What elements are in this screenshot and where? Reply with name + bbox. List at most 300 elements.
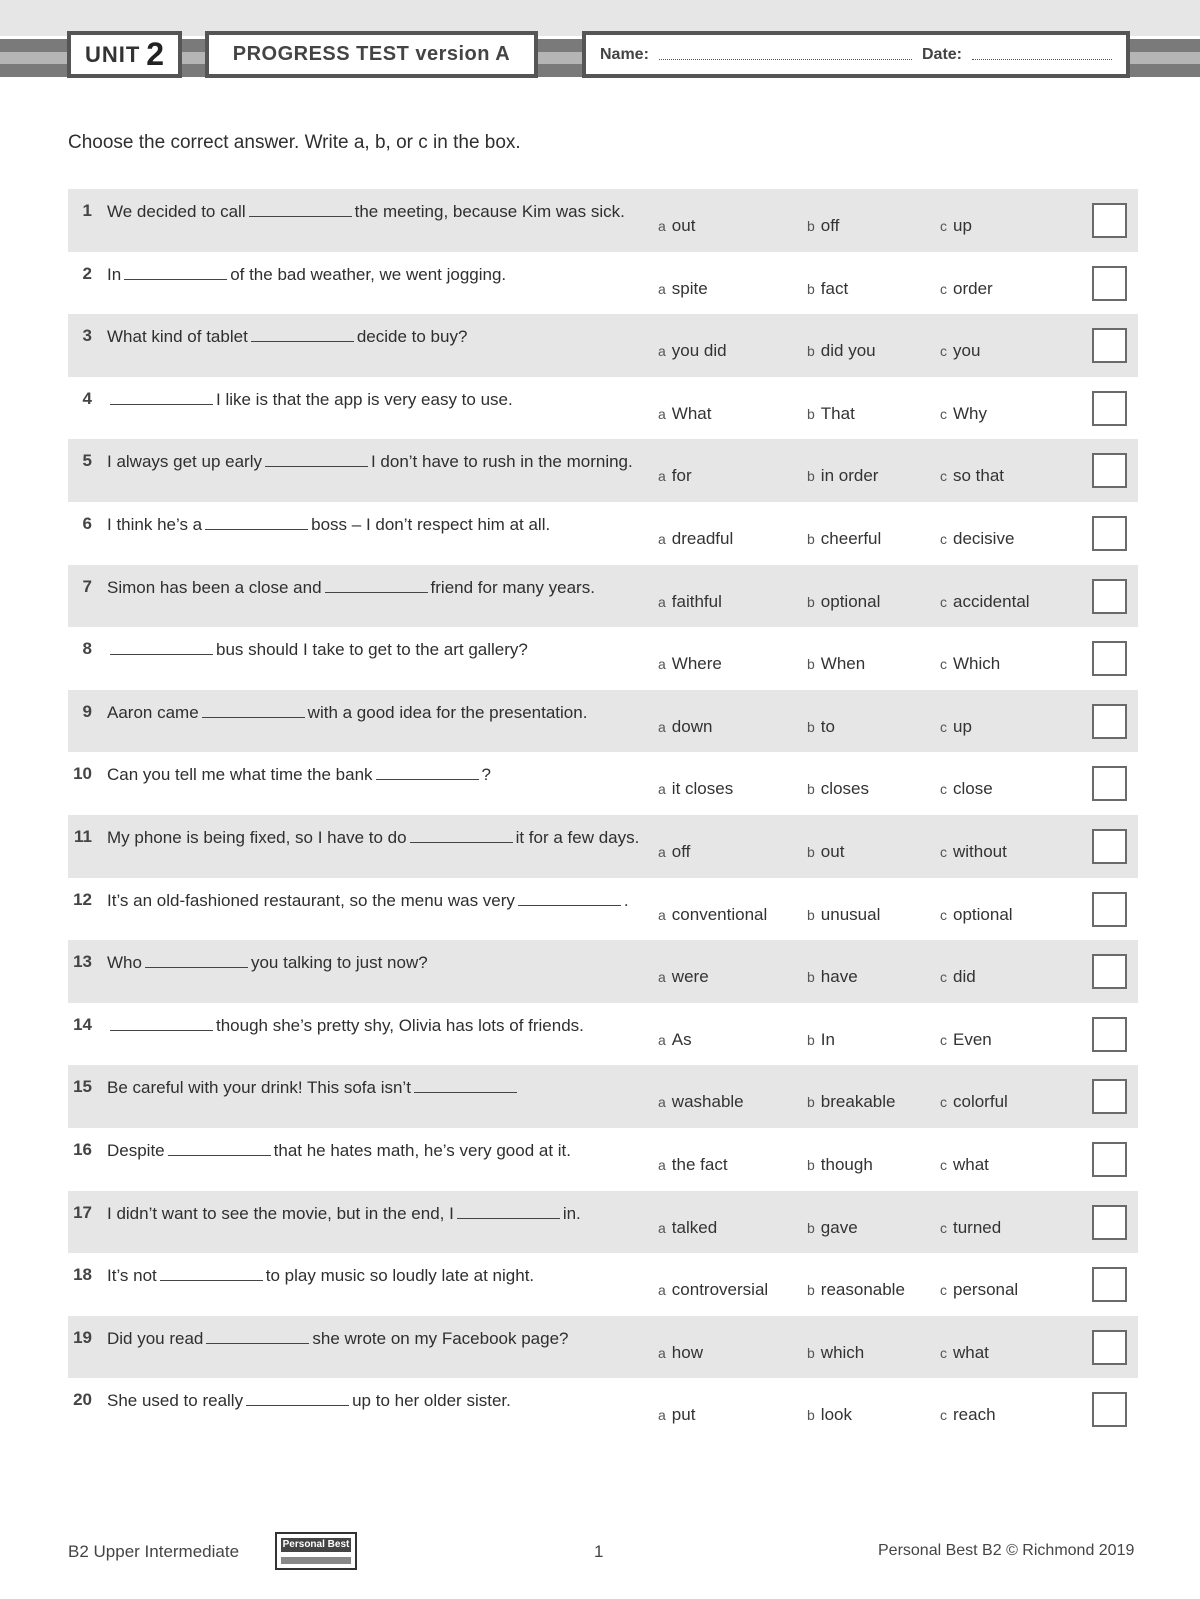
question-number: 18 — [73, 1265, 92, 1285]
answer-box[interactable] — [1092, 203, 1127, 238]
option-a-text: were — [671, 967, 709, 987]
question-text-after: friend for many years. — [430, 577, 595, 597]
option-letter: b — [807, 593, 815, 610]
question-text — [107, 513, 647, 537]
option-c — [940, 654, 1000, 674]
option-c — [940, 1092, 1008, 1112]
option-c-text: did — [953, 967, 976, 987]
option-c — [940, 1030, 992, 1050]
option-a — [658, 842, 690, 862]
option-a-text: controversial — [671, 1280, 769, 1300]
option-b — [807, 1405, 852, 1425]
question-text — [107, 388, 647, 412]
option-a-text: Where — [671, 654, 722, 674]
question-number: 15 — [73, 1077, 92, 1097]
answer-box[interactable] — [1092, 766, 1127, 801]
option-c — [940, 341, 980, 361]
option-c — [940, 1155, 989, 1175]
option-letter: a — [658, 218, 666, 234]
answer-box[interactable] — [1092, 1267, 1127, 1302]
question-text-before: It’s not — [107, 1266, 157, 1286]
option-c-text: order — [953, 278, 993, 298]
option-a-text: put — [671, 1405, 696, 1425]
option-letter: c — [940, 1344, 947, 1361]
question-text — [107, 1327, 647, 1351]
option-b-text: When — [820, 654, 866, 674]
option-letter: c — [940, 593, 947, 610]
question-number: 3 — [82, 326, 92, 346]
option-b-text: reasonable — [820, 1280, 905, 1300]
option-a-text: talked — [671, 1217, 718, 1237]
option-letter: c — [940, 218, 947, 234]
option-c — [940, 717, 972, 737]
option-letter: a — [658, 405, 666, 422]
question-text-after: boss – I don’t respect him at all. — [311, 514, 551, 534]
option-letter: b — [807, 1407, 815, 1424]
option-c — [940, 1280, 1018, 1300]
question-row — [68, 377, 1138, 440]
option-letter: b — [807, 280, 815, 297]
answer-blank — [414, 1077, 517, 1093]
option-c-text: reach — [953, 1405, 996, 1425]
option-a-text: conventional — [671, 904, 768, 924]
answer-box[interactable] — [1092, 1205, 1127, 1240]
option-letter: c — [940, 468, 947, 485]
option-c-text: what — [953, 1154, 989, 1174]
question-text — [107, 450, 647, 474]
question-row — [68, 252, 1138, 315]
question-text — [107, 200, 647, 224]
option-letter: c — [940, 1282, 947, 1299]
answer-box[interactable] — [1092, 1330, 1127, 1365]
option-letter: c — [940, 1156, 947, 1173]
answer-box[interactable] — [1092, 1392, 1127, 1427]
question-text-before: Aaron came — [107, 702, 199, 722]
option-letter: c — [940, 843, 947, 860]
option-b — [807, 1155, 873, 1175]
question-number: 6 — [82, 513, 92, 533]
option-letter: a — [658, 906, 666, 923]
question-list — [68, 189, 1138, 1441]
option-b — [807, 717, 835, 737]
answer-blank — [518, 890, 621, 906]
answer-blank — [206, 1328, 309, 1344]
option-letter: a — [658, 843, 666, 860]
question-row — [68, 189, 1138, 252]
question-number: 2 — [82, 263, 92, 283]
question-text — [107, 763, 647, 787]
option-letter: b — [807, 718, 815, 735]
option-a — [658, 279, 708, 299]
answer-blank — [205, 514, 308, 530]
option-letter: a — [658, 343, 666, 360]
question-text — [107, 638, 647, 662]
answer-box[interactable] — [1092, 1017, 1127, 1052]
question-row — [68, 815, 1138, 878]
question-text — [107, 325, 647, 349]
option-b — [807, 1030, 835, 1050]
option-letter: a — [658, 781, 666, 798]
question-row — [68, 1316, 1138, 1379]
option-letter: a — [658, 1031, 666, 1048]
option-b-text: optional — [820, 591, 881, 611]
option-c-text: Why — [953, 403, 987, 423]
option-a-text: down — [671, 716, 713, 736]
question-number: 9 — [82, 701, 92, 721]
option-b-text: In — [820, 1029, 835, 1049]
option-a-text: it closes — [671, 779, 734, 799]
option-c — [940, 779, 993, 799]
question-text-before: I didn’t want to see the movie, but in the end, I — [107, 1203, 454, 1223]
option-letter: b — [807, 1282, 815, 1299]
option-b-text: That — [820, 403, 855, 423]
option-letter: c — [940, 1031, 947, 1048]
option-letter: b — [807, 218, 815, 234]
option-letter: a — [658, 1094, 666, 1111]
option-c-text: close — [953, 779, 993, 799]
question-text-before: Can you tell me what time the bank — [107, 765, 373, 785]
question-row — [68, 565, 1138, 628]
question-text-after: I don’t have to rush in the morning. — [370, 452, 633, 472]
answer-blank — [110, 1015, 213, 1031]
question-text-before: My phone is being fixed, so I have to do — [107, 827, 407, 847]
question-text — [107, 1264, 647, 1288]
option-a-text: As — [671, 1029, 692, 1049]
option-c-text: up — [953, 216, 972, 235]
question-text — [107, 1076, 647, 1100]
test-title — [205, 31, 538, 78]
option-a — [658, 529, 733, 549]
question-text-before: We decided to call — [107, 202, 246, 221]
option-b — [807, 967, 858, 987]
question-row — [68, 439, 1138, 502]
option-letter: a — [658, 718, 666, 735]
footer-copyright: Personal Best B2 © Richmond 2019 — [878, 1542, 1135, 1559]
unit-box — [67, 31, 182, 78]
option-c-text: you — [953, 341, 981, 361]
option-letter: c — [940, 656, 947, 673]
question-number: 19 — [73, 1327, 92, 1347]
question-number: 13 — [73, 952, 92, 972]
option-b — [807, 905, 880, 925]
name-field[interactable] — [659, 59, 912, 60]
option-a — [658, 1092, 744, 1112]
option-letter: b — [807, 468, 815, 485]
question-text — [107, 1139, 647, 1163]
question-text-after: I like is that the app is very easy to use. — [216, 389, 513, 409]
question-text — [107, 951, 647, 975]
question-number: 11 — [74, 826, 92, 846]
option-letter: a — [658, 593, 666, 610]
option-letter: a — [658, 468, 666, 485]
option-b-text: closes — [820, 779, 869, 799]
option-a-text: What — [671, 403, 712, 423]
option-c-text: Even — [953, 1029, 992, 1049]
option-b — [807, 216, 839, 236]
option-letter: a — [658, 1282, 666, 1299]
option-c-text: turned — [953, 1217, 1002, 1237]
answer-box[interactable] — [1092, 1142, 1127, 1177]
answer-box[interactable] — [1092, 579, 1127, 614]
option-c-text: without — [953, 841, 1007, 861]
option-b-text: have — [820, 967, 858, 987]
question-text-before: In — [107, 264, 122, 284]
option-a — [658, 1030, 692, 1050]
option-b-text: cheerful — [820, 528, 882, 548]
option-a-text: out — [671, 216, 696, 235]
option-c-text: colorful — [953, 1092, 1008, 1112]
option-letter: a — [658, 280, 666, 297]
answer-box[interactable] — [1092, 516, 1127, 551]
option-b-text: though — [820, 1154, 873, 1174]
answer-box[interactable] — [1092, 954, 1127, 989]
question-text-before: Did you read — [107, 1328, 204, 1348]
question-row — [68, 1378, 1138, 1441]
question-text — [107, 1389, 647, 1413]
option-c — [940, 592, 1030, 612]
option-letter: b — [807, 843, 815, 860]
option-letter: b — [807, 530, 815, 547]
footer-level: B2 Upper Intermediate — [68, 1542, 240, 1561]
question-number: 16 — [73, 1139, 92, 1159]
option-b — [807, 1218, 858, 1238]
answer-box[interactable] — [1092, 391, 1127, 426]
option-c — [940, 1218, 1001, 1238]
question-text-before: I always get up early — [107, 452, 262, 472]
question-text — [107, 1202, 647, 1226]
option-a — [658, 466, 692, 486]
option-b — [807, 1343, 864, 1363]
option-c — [940, 404, 987, 424]
option-a-text: off — [671, 841, 691, 861]
option-a — [658, 1155, 728, 1175]
answer-blank — [246, 1390, 349, 1406]
option-letter: c — [940, 1219, 947, 1236]
option-c-text: optional — [953, 904, 1013, 924]
option-a — [658, 779, 733, 799]
answer-box[interactable] — [1092, 328, 1127, 363]
question-text-after: with a good idea for the presentation. — [307, 702, 588, 722]
option-a — [658, 216, 695, 236]
option-letter: c — [940, 1407, 947, 1424]
option-letter: c — [940, 781, 947, 798]
date-field[interactable] — [972, 59, 1112, 60]
question-text-before: It’s an old-fashioned restaurant, so the menu was very — [107, 890, 515, 910]
option-c-text: so that — [953, 466, 1005, 486]
answer-box[interactable] — [1092, 266, 1127, 301]
option-letter: b — [807, 656, 815, 673]
question-text-after: ? — [481, 765, 491, 785]
option-a — [658, 967, 709, 987]
option-b — [807, 404, 855, 424]
answer-box[interactable] — [1092, 829, 1127, 864]
answer-blank — [265, 451, 368, 467]
answer-blank — [124, 264, 227, 280]
question-text-after: you talking to just now? — [250, 953, 428, 973]
question-row — [68, 752, 1138, 815]
question-row — [68, 627, 1138, 690]
answer-blank — [457, 1203, 560, 1219]
question-row — [68, 314, 1138, 377]
option-a — [658, 592, 722, 612]
test-title-text: PROGRESS TEST version A — [232, 43, 511, 65]
name-label: Name: — [600, 45, 649, 63]
option-a-text: for — [671, 466, 692, 486]
option-b-text: off — [820, 216, 840, 235]
option-c — [940, 967, 976, 987]
option-b — [807, 592, 880, 612]
option-letter: a — [658, 969, 666, 986]
option-letter: c — [940, 343, 947, 360]
option-c-text: up — [953, 716, 972, 736]
option-c — [940, 466, 1004, 486]
option-letter: a — [658, 656, 666, 673]
option-b — [807, 779, 869, 799]
option-a — [658, 1405, 695, 1425]
question-number: 5 — [82, 451, 92, 471]
option-letter: c — [940, 718, 947, 735]
question-row — [68, 690, 1138, 753]
option-letter: b — [807, 781, 815, 798]
option-letter: a — [658, 1219, 666, 1236]
option-letter: a — [658, 1156, 666, 1173]
option-b — [807, 466, 878, 486]
logo-text: Personal Best — [282, 1539, 350, 1550]
question-text-after: to play music so loudly late at night. — [265, 1266, 535, 1286]
question-text-after: up to her older sister. — [352, 1391, 511, 1411]
question-text-after: that he hates math, he’s very good at it. — [273, 1140, 572, 1160]
option-letter: c — [940, 530, 947, 547]
question-text — [107, 1014, 647, 1038]
option-letter: a — [658, 530, 666, 547]
question-number: 10 — [73, 764, 92, 784]
answer-blank — [410, 827, 513, 843]
question-text-before: I think he’s a — [107, 514, 203, 534]
option-letter: c — [940, 405, 947, 422]
option-b-text: to — [820, 716, 835, 736]
question-text-before: Who — [107, 953, 142, 973]
option-b — [807, 529, 881, 549]
question-row — [68, 1003, 1138, 1066]
option-a — [658, 404, 711, 424]
question-text-after: the meeting, because Kim was sick. — [354, 202, 625, 221]
option-letter: b — [807, 906, 815, 923]
question-row — [68, 1253, 1138, 1316]
personal-best-logo — [275, 1532, 357, 1570]
option-b-text: which — [820, 1342, 865, 1362]
question-number: 1 — [82, 201, 92, 220]
question-number: 17 — [73, 1202, 92, 1222]
option-a — [658, 341, 727, 361]
option-b — [807, 1092, 895, 1112]
answer-box[interactable] — [1092, 641, 1127, 676]
answer-blank — [160, 1265, 263, 1281]
option-a-text: the fact — [671, 1154, 728, 1174]
question-row — [68, 940, 1138, 1003]
question-text — [107, 889, 647, 913]
question-number: 12 — [73, 889, 92, 909]
answer-blank — [249, 201, 352, 217]
question-text-after: though she’s pretty shy, Olivia has lots of friends. — [216, 1015, 584, 1035]
option-letter: b — [807, 969, 815, 986]
answer-blank — [168, 1140, 271, 1156]
answer-blank — [202, 702, 305, 718]
question-row — [68, 1191, 1138, 1254]
question-text-before: Despite — [107, 1140, 165, 1160]
option-c — [940, 842, 1007, 862]
answer-blank — [325, 577, 428, 593]
option-letter: c — [940, 1094, 947, 1111]
question-row — [68, 1128, 1138, 1191]
option-letter: b — [807, 343, 815, 360]
option-a — [658, 1343, 703, 1363]
option-b — [807, 1280, 905, 1300]
option-letter: c — [940, 280, 947, 297]
option-b-text: out — [820, 841, 845, 861]
question-text-before: Be careful with your drink! This sofa isn’t — [107, 1078, 411, 1098]
option-b-text: gave — [820, 1217, 858, 1237]
question-text — [107, 576, 647, 600]
question-text-after: it for a few days. — [515, 827, 640, 847]
option-letter: b — [807, 1031, 815, 1048]
option-letter: b — [807, 405, 815, 422]
answer-box[interactable] — [1092, 704, 1127, 739]
option-a-text: washable — [671, 1092, 744, 1112]
option-b-text: did you — [820, 341, 876, 361]
option-c — [940, 279, 993, 299]
option-c — [940, 216, 972, 236]
option-a — [658, 1218, 717, 1238]
answer-blank — [145, 952, 248, 968]
instruction: Choose the correct answer. Write a, b, or c in the box. — [68, 132, 521, 153]
option-letter: a — [658, 1344, 666, 1361]
question-row — [68, 502, 1138, 565]
unit-label: UNIT — [84, 41, 141, 67]
option-b — [807, 279, 848, 299]
option-c — [940, 905, 1013, 925]
option-b — [807, 654, 865, 674]
answer-blank — [376, 764, 479, 780]
question-text-before: Simon has been a close and — [107, 577, 322, 597]
date-label: Date: — [921, 45, 962, 63]
name-date-box — [582, 31, 1130, 78]
option-b-text: fact — [820, 278, 849, 298]
option-c-text: personal — [953, 1280, 1019, 1300]
question-row — [68, 1065, 1138, 1128]
answer-box[interactable] — [1092, 892, 1127, 927]
question-text — [107, 263, 647, 287]
option-letter: b — [807, 1094, 815, 1111]
option-letter: a — [658, 1407, 666, 1424]
option-c — [940, 1405, 996, 1425]
question-number: 8 — [82, 639, 92, 659]
answer-box[interactable] — [1092, 453, 1127, 488]
option-b — [807, 842, 844, 862]
answer-blank — [110, 389, 213, 405]
answer-blank — [251, 326, 354, 342]
option-c-text: what — [953, 1342, 989, 1362]
question-row — [68, 878, 1138, 941]
option-a — [658, 717, 712, 737]
answer-box[interactable] — [1092, 1079, 1127, 1114]
option-a-text: dreadful — [671, 528, 734, 548]
option-b-text: look — [820, 1405, 852, 1425]
question-text — [107, 826, 647, 850]
option-a — [658, 654, 722, 674]
question-text-before: What kind of tablet — [107, 327, 248, 347]
option-a-text: spite — [671, 278, 708, 298]
option-letter: b — [807, 1219, 815, 1236]
